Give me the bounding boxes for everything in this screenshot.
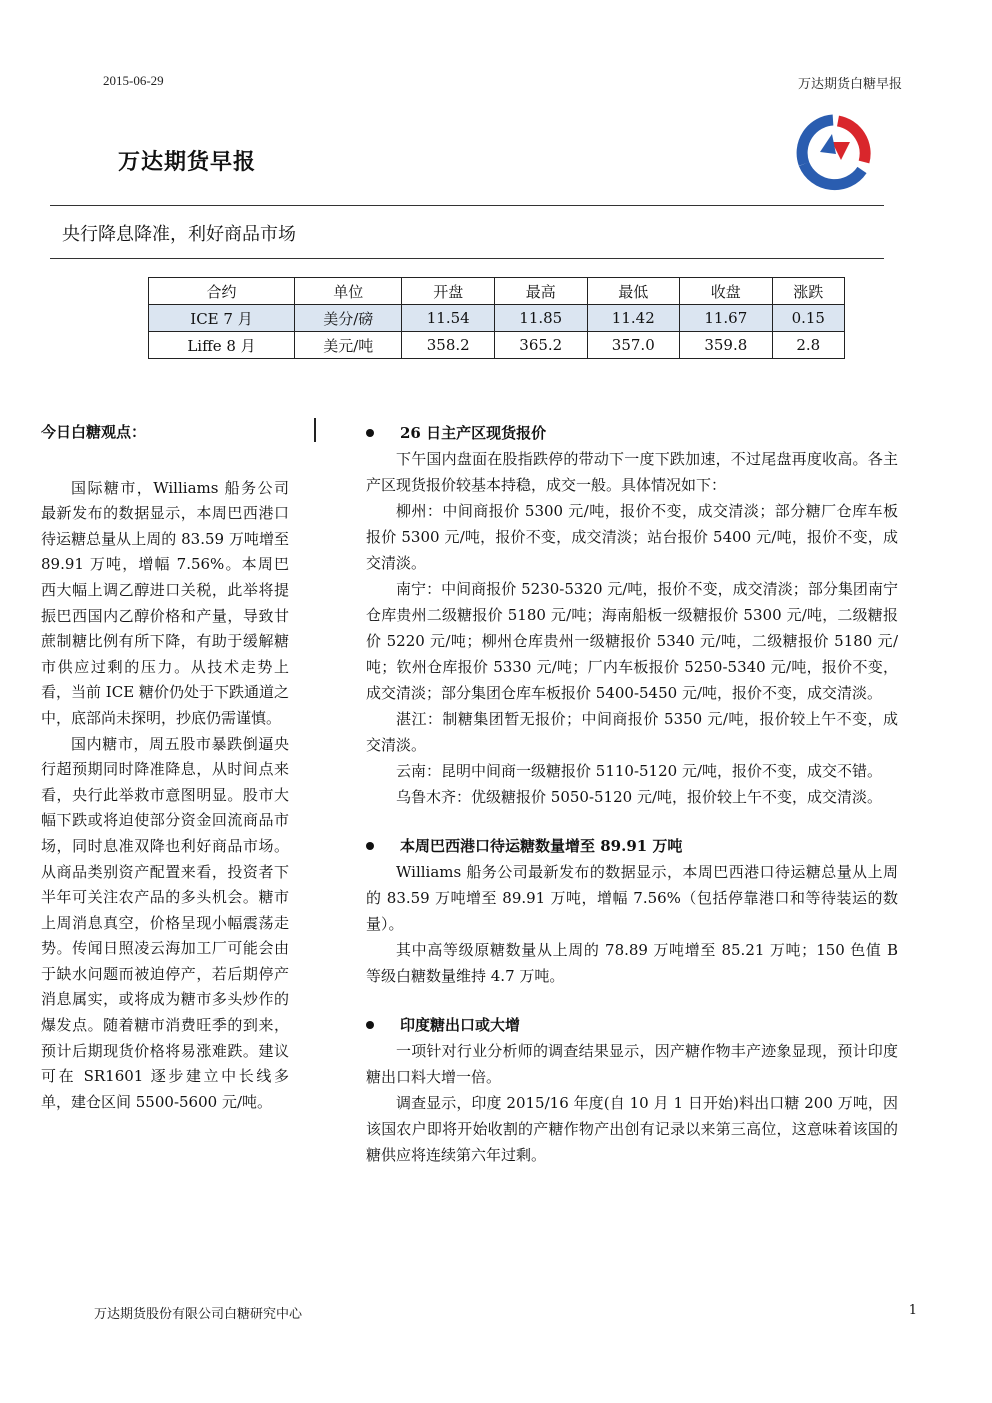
table-cell: 11.85	[495, 305, 588, 332]
outlook-paragraph: 国际糖市，Williams 船务公司最新发布的数据显示，本周巴西港口待运糖总量从上周的 83.59 万吨增至 89.91 万吨，增幅 7.56%。本周巴西大幅上调乙醇进口关税，此举将提振巴西国内乙醇价格和产量，导致甘蔗制糖比例有所下降，有助于缓解糖市供应过剩的压力。从技术走势上看，当前 ICE 糖价仍处于下跌通道之中，底部尚未探明，抄底仍需谨慎。	[41, 478, 289, 727]
table-header-cell: 最低	[587, 278, 680, 305]
bullet-icon	[366, 1021, 374, 1029]
section-paragraph: 柳州：中间商报价 5300 元/吨，报价不变，成交清淡；部分糖厂仓库车板报价 5300 元/吨，报价不变，成交清淡；站台报价 5400 元/吨，报价不变，成交清淡。	[366, 502, 898, 572]
sugar-outlook-column	[41, 420, 289, 1115]
table-header-cell: 开盘	[402, 278, 495, 305]
table-header-cell: 合约	[149, 278, 295, 305]
table-cell: 11.54	[402, 305, 495, 332]
section-paragraph: 下午国内盘面在股指跌停的带动下一度下跌加速，不过尾盘再度收高。各主产区现货报价较基本持稳，成交一般。具体情况如下：	[366, 450, 898, 494]
subtitle-divider	[50, 258, 884, 259]
news-column	[366, 420, 898, 1168]
bullet-icon	[366, 429, 374, 437]
news-section	[366, 420, 898, 810]
page-subtitle: 央行降息降准，利好商品市场	[62, 224, 296, 245]
section-paragraph: 乌鲁木齐：优级糖报价 5050-5120 元/吨，报价较上午不变，成交清淡。	[396, 788, 883, 806]
section-paragraph: 云南：昆明中间商一级糖报价 5110-5120 元/吨，报价不变，成交不错。	[396, 762, 883, 780]
page-title: 万达期货早报	[118, 149, 257, 175]
report-date: 2015-06-29	[103, 73, 164, 88]
section-paragraph: Williams 船务公司最新发布的数据显示，本周巴西港口待运糖总量从上周的 83.59 万吨增至 89.91 万吨，增幅 7.56%（包括停靠港口和等待装运的数量）。	[366, 863, 898, 933]
section-paragraph: 湛江：制糖集团暂无报价；中间商报价 5350 元/吨，报价较上午不变，成交清淡。	[366, 710, 898, 754]
section-heading-text: 本周巴西港口待运糖数量增至 89.91 万吨	[400, 837, 683, 855]
section-heading	[366, 1012, 898, 1038]
news-section	[366, 833, 898, 989]
table-cell: 2.8	[772, 332, 844, 359]
section-heading-text: 26 日主产区现货报价	[400, 424, 547, 442]
footer-org: 万达期货股份有限公司白糖研究中心	[94, 1307, 303, 1322]
table-cell: 11.67	[680, 305, 773, 332]
table-cell: 0.15	[772, 305, 844, 332]
table-cell: 358.2	[402, 332, 495, 359]
table-cell: 11.42	[587, 305, 680, 332]
table-header-cell: 最高	[495, 278, 588, 305]
section-paragraph: 其中高等级原糖数量从上周的 78.89 万吨增至 85.21 万吨；150 色值 B 等级白糖数量维持 4.7 万吨。	[366, 941, 898, 985]
table-header-row	[149, 278, 845, 305]
wanda-futures-logo-icon	[792, 112, 874, 194]
outlook-paragraph: 国内糖市，周五股市暴跌倒逼央行超预期同时降准降息，从时间点来看，央行此举救市意图明显。股市大幅下跌或将迫使部分资金回流商品市场，同时息准双降也利好商品市场。从商品类别资产配置来看，投资者下半年可关注农产品的多头机会。糖市上周消息真空，价格呈现小幅震荡走势。传闻日照凌云海加工厂可能会由于缺水问题而被迫停产，若后期停产消息属实，或将成为糖市多头炒作的爆发点。随着糖市消费旺季的到来，预计后期现货价格将易涨难跌。建议可在 SR1601 逐步建立中长线多单，建仓区间 5500-5600 元/吨。	[41, 734, 289, 1111]
column-divider	[314, 418, 316, 442]
section-paragraph: 南宁：中间商报价 5230-5320 元/吨，报价不变，成交清淡；部分集团南宁仓库贵州二级糖报价 5180 元/吨；海南船板一级糖报价 5300 元/吨，二级糖报价 5220 元/吨；柳州仓库贵州一级糖报价 5340 元/吨，二级糖报价 5180 元/吨；钦州仓库报价 5330 元/吨；厂内车板报价 5250-5340 元/吨，报价不变，成交清淡；部分集团仓库车板报价 5400-5450 元/吨，报价不变，成交清淡。	[366, 580, 898, 702]
table-cell: 359.8	[680, 332, 773, 359]
quote-table	[148, 277, 845, 359]
section-heading	[366, 833, 898, 859]
table-header-cell: 涨跌	[772, 278, 844, 305]
table-row	[149, 305, 845, 332]
table-cell: Liffe 8 月	[149, 332, 295, 359]
table-cell: ICE 7 月	[149, 305, 295, 332]
section-heading	[366, 420, 898, 446]
table-cell: 357.0	[587, 332, 680, 359]
header-divider	[50, 205, 884, 206]
section-paragraph: 一项针对行业分析师的调查结果显示，因产糖作物丰产迹象显现，预计印度糖出口料大增一倍。	[366, 1042, 898, 1086]
news-section	[366, 1012, 898, 1168]
table-header-cell: 单位	[295, 278, 402, 305]
table-cell: 365.2	[495, 332, 588, 359]
table-cell: 美分/磅	[295, 305, 402, 332]
outlook-heading: 今日白糖观点：	[41, 423, 147, 441]
report-name: 万达期货白糖早报	[797, 76, 902, 91]
table-header-cell: 收盘	[680, 278, 773, 305]
table-cell: 美元/吨	[295, 332, 402, 359]
section-paragraph: 调查显示，印度 2015/16 年度(自 10 月 1 日开始)料出口糖 200 万吨，因该国农户即将开始收割的产糖作物产出创有记录以来第三高位，这意味着该国的糖供应将连续第六年过剩。	[366, 1094, 898, 1164]
bullet-icon	[366, 842, 374, 850]
page-number: 1	[908, 1303, 917, 1318]
table-row	[149, 332, 845, 359]
section-heading-text: 印度糖出口或大增	[400, 1016, 521, 1034]
